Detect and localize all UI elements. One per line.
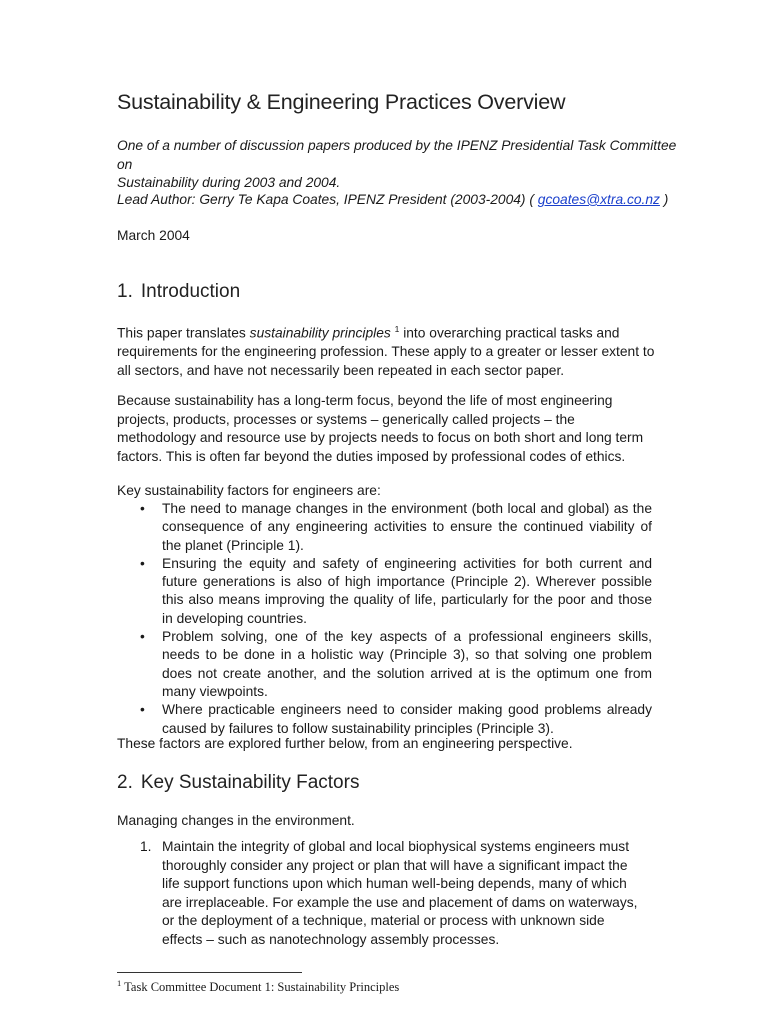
factors-intro: Key sustainability factors for engineers are:: [117, 483, 381, 498]
footnote-text: Task Committee Document 1: Sustainability Principles: [121, 980, 400, 995]
document-date: March 2004: [117, 228, 190, 243]
list-item: [140, 838, 640, 949]
bullet-icon: •: [140, 629, 145, 645]
list-item-text: Ensuring the equity and safety of engineering activities for both current and future generations is also of high importance (Principle 2). Wherever possible this also means improving the quality of life, particularly for the poor and those in developing countries.: [162, 555, 652, 626]
bullet-icon: •: [140, 501, 145, 516]
list-item-text: Maintain the integrity of global and local biophysical systems engineers must thoroughly consider any project or plan that will have a significant impact the life support functions upon which human well-being depends, many of which are irreplaceable. For example the use and placement of dams on waterways, or the deployment of a technique, material or process with unknown side effects – such as nanotechnology assembly processes.: [162, 839, 638, 947]
subtitle-line-2: Sustainability during 2003 and 2004.: [117, 175, 341, 190]
section-2-heading: [117, 772, 359, 794]
footnote-mark: 1: [117, 978, 122, 988]
intro-p1-start: This paper translates: [117, 325, 250, 341]
factors-list: [140, 500, 652, 738]
list-item-number: 1.: [140, 839, 152, 854]
bullet-icon: •: [140, 702, 145, 718]
bullet-icon: •: [140, 555, 145, 571]
intro-p1-italic: sustainability principles: [249, 325, 391, 341]
intro-paragraph-1: [117, 320, 657, 380]
list-item: [140, 628, 652, 701]
intro-p1-end: into overarching practical tasks and requirements for the engineering profession. These apply to a greater or lesser extent to all sectors, and have not necessarily been repeated in each sector paper.: [117, 325, 655, 378]
section-1-heading: [117, 281, 240, 303]
subtitle: [117, 137, 677, 193]
factors-closing: These factors are explored further below, from an engineering perspective.: [117, 736, 573, 751]
list-item: [140, 555, 652, 628]
footnote-divider: [117, 972, 302, 973]
footnote-reference[interactable]: 1: [394, 324, 400, 334]
page-title: Sustainability & Engineering Practices Overview: [117, 90, 566, 114]
lead-author-close: ): [663, 192, 669, 207]
list-item: [140, 500, 652, 555]
section-2-list: [140, 838, 640, 949]
section-2-subheading: Managing changes in the environment.: [117, 813, 355, 828]
list-item: [140, 701, 652, 738]
intro-paragraph-2: Because sustainability has a long-term focus, beyond the life of most engineering projects, products, processes or systems – generically called projects – the methodology and resource use by projects needs to focus on both short and long term factors. This is often far beyond the duties imposed by professional codes of ethics.: [117, 393, 644, 464]
footnote: [117, 978, 399, 995]
section-2-title: Key Sustainability Factors: [140, 772, 360, 793]
section-1-title: Introduction: [140, 281, 241, 302]
subtitle-line-1: One of a number of discussion papers produced by the IPENZ Presidential Task Committee on: [117, 138, 677, 172]
section-1-number: 1.: [117, 281, 133, 302]
list-item-text: Problem solving, one of the key aspects of a professional engineers skills, needs to be done in a holistic way (Principle 3), so that solving one problem does not create another, and the solution arrived at is the optimum one from many viewpoints.: [162, 629, 652, 699]
section-2-number: 2.: [117, 772, 133, 793]
list-item-text: The need to manage changes in the environment (both local and global) as the consequence of any engineering activities to ensure the continued viability of the planet (Principle 1).: [162, 501, 652, 553]
lead-author: [117, 191, 677, 210]
lead-author-text: Lead Author: Gerry Te Kapa Coates, IPENZ President (2003-2004) (: [117, 192, 534, 207]
list-item-text: Where practicable engineers need to consider making good problems already caused by failures to follow sustainability principles (Principle 3).: [162, 702, 652, 736]
lead-author-email-link[interactable]: gcoates@xtra.co.nz: [537, 192, 660, 207]
